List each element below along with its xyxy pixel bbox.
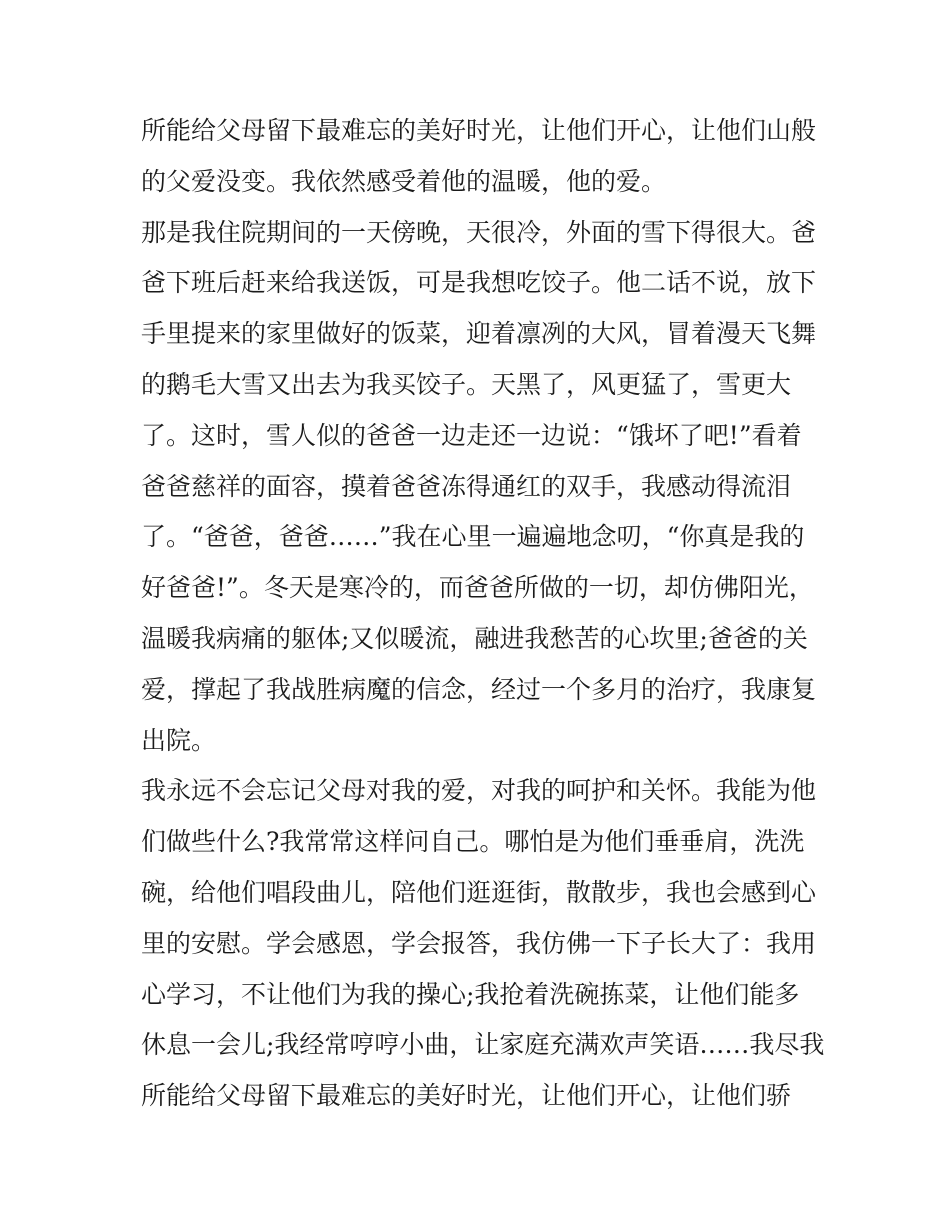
text-line: 里的安慰。学会感恩，学会报答，我仿佛一下子长大了：我用 [141, 928, 817, 958]
text-line: 我永远不会忘记父母对我的爱，对我的呵护和关怀。我能为他 [141, 776, 817, 806]
body-text [141, 106, 825, 1122]
text-line: 爱，撑起了我战胜病魔的信念，经过一个多月的治疗，我康复 [141, 674, 817, 704]
text-line: 温暖我病痛的躯体;又似暖流，融进我愁苦的心坎里;爸爸的关 [141, 623, 808, 653]
text-line: 心学习，不让他们为我的操心;我抢着洗碗拣菜，让他们能多 [141, 979, 800, 1009]
text-line: 的父爱没变。我依然感受着他的温暖，他的爱。 [141, 166, 667, 196]
text-line: 好爸爸!”。冬天是寒冷的，而爸爸所做的一切，却仿佛阳光， [141, 573, 814, 603]
text-line: 爸下班后赶来给我送饭，可是我想吃饺子。他二话不说，放下 [141, 268, 817, 298]
text-line: 们做些什么?我常常这样问自己。哪怕是为他们垂垂肩，洗洗 [141, 827, 805, 857]
text-line: 了。这时，雪人似的爸爸一边走还一边说：“饿坏了吧!”看着 [141, 420, 802, 450]
text-line: 手里提来的家里做好的饭菜，迎着凛冽的大风，冒着漫天飞舞 [141, 319, 817, 349]
text-line: 所能给父母留下最难忘的美好时光，让他们开心，让他们骄 [141, 1081, 792, 1111]
text-line: 碗，给他们唱段曲儿，陪他们逛逛街，散散步，我也会感到心 [141, 877, 817, 907]
text-line: 了。“爸爸，爸爸……”我在心里一遍遍地念叨，“你真是我的 [141, 522, 805, 552]
text-line: 那是我住院期间的一天傍晚，天很冷，外面的雪下得很大。爸 [141, 217, 817, 247]
text-line: 休息一会儿;我经常哼哼小曲，让家庭充满欢声笑语……我尽我 [141, 1030, 825, 1060]
text-line: 所能给父母留下最难忘的美好时光，让他们开心，让他们山般 [141, 116, 817, 145]
text-line: 出院。 [141, 725, 217, 755]
text-line: 爸爸慈祥的面容，摸着爸爸冻得通红的双手，我感动得流泪 [141, 471, 792, 501]
text-line: 的鹅毛大雪又出去为我买饺子。天黑了，风更猛了，雪更大 [141, 369, 792, 399]
